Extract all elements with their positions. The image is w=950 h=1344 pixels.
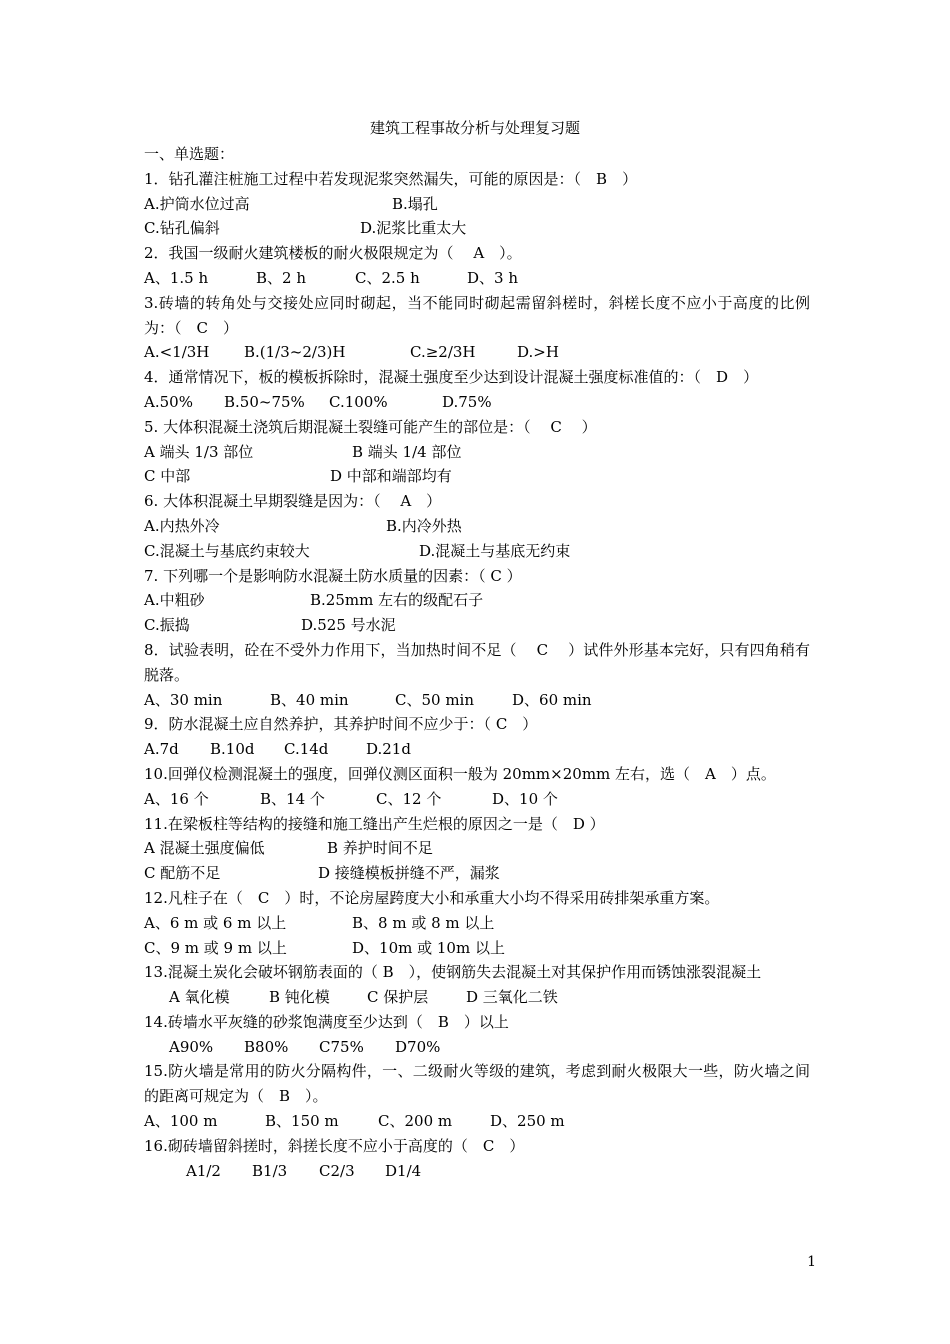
question-stem: 7. 下列哪一个是影响防水混凝土防水质量的因素：（ C ） bbox=[144, 566, 522, 585]
option: A.50% bbox=[144, 392, 193, 411]
option-row bbox=[144, 440, 810, 465]
option: C、200 m bbox=[378, 1112, 453, 1131]
option: B.50~75% bbox=[224, 392, 305, 411]
option: D、3 h bbox=[467, 268, 518, 287]
question-stem: 15.防火墙是常用的防火分隔构件，一、二级耐火等级的建筑，考虑到耐火极限大一些，防火墙之间的距离可规定为（ B ）。 bbox=[144, 1062, 810, 1106]
option-row bbox=[144, 787, 810, 812]
question-stem: 12.凡柱子在（ C ）时，不论房屋跨度大小和承重大小均不得采用砖排架承重方案。 bbox=[144, 888, 720, 907]
option: C.≥2/3H bbox=[410, 343, 476, 362]
option-row bbox=[144, 539, 810, 564]
option: A.7d bbox=[144, 740, 179, 759]
option-row bbox=[144, 836, 810, 861]
option-row bbox=[144, 985, 810, 1010]
option: A、1.5 h bbox=[144, 268, 209, 287]
section-heading: 一、单选题： bbox=[144, 145, 235, 163]
option-row bbox=[144, 514, 810, 539]
option: C.振捣 bbox=[144, 616, 190, 635]
option-row bbox=[144, 911, 810, 936]
option: A、16 个 bbox=[144, 789, 209, 808]
option-row bbox=[144, 192, 810, 217]
option: C.混凝土与基底约束较大 bbox=[144, 541, 310, 560]
option: D 三氧化二铁 bbox=[466, 988, 558, 1007]
option: B、40 min bbox=[270, 690, 349, 709]
option: D 中部和端部均有 bbox=[330, 467, 452, 486]
option: B80% bbox=[244, 1037, 289, 1056]
document-title: 建筑工程事故分析与处理复习题 bbox=[369, 119, 580, 137]
option: A、100 m bbox=[144, 1112, 218, 1131]
option: C、50 min bbox=[395, 690, 475, 709]
option: B、150 m bbox=[265, 1112, 339, 1131]
option: D.泥浆比重太大 bbox=[360, 219, 467, 238]
option: D70% bbox=[395, 1037, 441, 1056]
option: A 端头 1/3 部位 bbox=[144, 442, 254, 461]
option: A.中粗砂 bbox=[144, 591, 205, 610]
option: A.护筒水位过高 bbox=[144, 194, 250, 213]
option: B1/3 bbox=[252, 1161, 288, 1180]
question-stem: 9．防水混凝土应自然养护，其养护时间不应少于：（ C ） bbox=[144, 715, 538, 734]
option-row bbox=[144, 464, 810, 489]
option: D1/4 bbox=[385, 1161, 422, 1180]
option: B、8 m 或 8 m 以上 bbox=[352, 913, 495, 932]
option: C.14d bbox=[284, 740, 329, 759]
question-stem: 10.回弹仪检测混凝土的强度，回弹仪测区面积一般为 20mm×20mm 左右，选（ A ）点。 bbox=[144, 764, 776, 783]
option: B 端头 1/4 部位 bbox=[352, 442, 462, 461]
option-row bbox=[144, 390, 810, 415]
option: C 中部 bbox=[144, 467, 191, 486]
option: C.100% bbox=[329, 392, 388, 411]
question-stem: 13.混凝土炭化会破坏钢筋表面的（ B ），使钢筋失去混凝土对其保护作用而锈蚀涨裂混凝土 bbox=[144, 963, 762, 982]
option-row bbox=[144, 216, 810, 241]
option: B.塌孔 bbox=[392, 194, 438, 213]
option: B.25mm 左右的级配石子 bbox=[310, 591, 484, 610]
option: D.混凝土与基底无约束 bbox=[419, 541, 571, 560]
question-stem: 5. 大体积混凝土浇筑后期混凝土裂缝可能产生的部位是：（ C ） bbox=[144, 417, 597, 436]
question-stem: 6. 大体积混凝土早期裂缝是因为：（ A ） bbox=[144, 492, 442, 511]
question-stem: 1．钻孔灌注桩施工过程中若发现泥浆突然漏失，可能的原因是：（ B ） bbox=[144, 169, 638, 188]
option-row bbox=[144, 266, 810, 291]
option: D 接缝模板拼缝不严，漏浆 bbox=[318, 864, 500, 883]
page-number: 1 bbox=[807, 1254, 816, 1270]
option: D、60 min bbox=[512, 690, 592, 709]
option-row bbox=[144, 936, 810, 961]
option: B.10d bbox=[210, 740, 255, 759]
question-stem: 2．我国一级耐火建筑楼板的耐火极限规定为（ A ）。 bbox=[144, 244, 522, 263]
question-stem: 14.砖墙水平灰缝的砂浆饱满度至少达到（ B ）以上 bbox=[144, 1012, 509, 1031]
option: D.>H bbox=[517, 343, 559, 362]
option-row bbox=[144, 688, 810, 713]
option: C、12 个 bbox=[376, 789, 442, 808]
option-row bbox=[144, 340, 810, 365]
option: A、30 min bbox=[144, 690, 223, 709]
option-row bbox=[144, 1159, 810, 1184]
option: B 钝化模 bbox=[269, 988, 330, 1007]
option: C、2.5 h bbox=[355, 268, 420, 287]
option: B、14 个 bbox=[260, 789, 325, 808]
question-stem: 16.砌砖墙留斜搓时，斜搓长度不应小于高度的（ C ） bbox=[144, 1136, 525, 1155]
option: A.内热外冷 bbox=[144, 516, 220, 535]
document-body bbox=[144, 142, 810, 1183]
option: D.21d bbox=[366, 740, 411, 759]
option: C2/3 bbox=[319, 1161, 355, 1180]
option: D、250 m bbox=[490, 1112, 565, 1131]
option: D、10m 或 10m 以上 bbox=[352, 938, 505, 957]
option: A90% bbox=[169, 1037, 214, 1056]
option: D.525 号水泥 bbox=[301, 616, 396, 635]
option: D.75% bbox=[442, 392, 492, 411]
option-row bbox=[144, 737, 810, 762]
option-row bbox=[144, 588, 810, 613]
option: A1/2 bbox=[186, 1161, 221, 1180]
option-row bbox=[144, 861, 810, 886]
option: A 混凝土强度偏低 bbox=[144, 839, 265, 858]
option-row bbox=[144, 1035, 810, 1060]
option: C 保护层 bbox=[367, 988, 429, 1007]
option-row bbox=[144, 613, 810, 638]
option-row bbox=[144, 1109, 810, 1134]
option: D、10 个 bbox=[492, 789, 558, 808]
option: B.(1/3~2/3)H bbox=[244, 343, 346, 362]
option: C.钻孔偏斜 bbox=[144, 219, 220, 238]
option: C、9 m 或 9 m 以上 bbox=[144, 938, 287, 957]
option: C75% bbox=[319, 1037, 364, 1056]
option: B、2 h bbox=[256, 268, 306, 287]
question-stem: 11.在梁板柱等结构的接缝和施工缝出产生烂根的原因之一是（ D ） bbox=[144, 814, 605, 833]
question-stem: 8．试验表明，砼在不受外力作用下，当加热时间不足（ C ）试件外形基本完好，只有四角稍有脱落。 bbox=[144, 640, 810, 684]
option: B 养护时间不足 bbox=[327, 839, 433, 858]
option: A、6 m 或 6 m 以上 bbox=[144, 913, 287, 932]
option: A.<1/3H bbox=[144, 343, 210, 362]
option: B.内冷外热 bbox=[386, 516, 462, 535]
question-stem: 4．通常情况下，板的模板拆除时，混凝土强度至少达到设计混凝土强度标准值的：（ D ） bbox=[144, 368, 759, 387]
option: A 氧化模 bbox=[169, 988, 230, 1007]
question-stem: 3.砖墙的转角处与交接处应同时砌起，当不能同时砌起需留斜槎时，斜槎长度不应小于高度的比例为：（ C ） bbox=[144, 293, 810, 337]
option: C 配筋不足 bbox=[144, 864, 221, 883]
